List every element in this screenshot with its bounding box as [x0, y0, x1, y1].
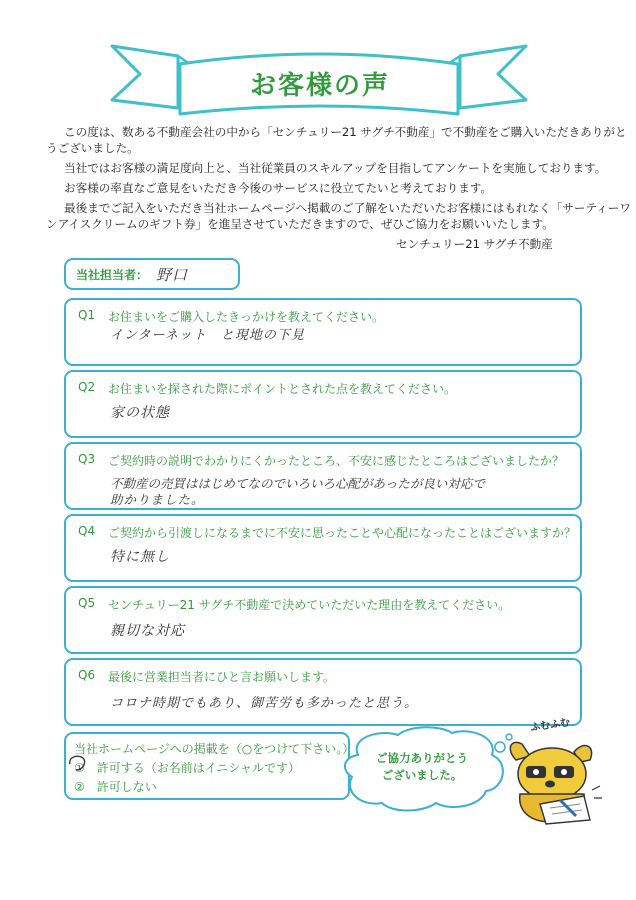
question-text: お住まいを探された際にポイントとされた点を教えてください。	[108, 382, 457, 396]
question-box-q1	[64, 298, 582, 366]
intro-line: ンアイスクリームのギフト券」を進呈させていただきますので、ぜひご協力をお願いいたします。	[46, 217, 554, 231]
answer-text: 不動産の売買ははじめてなのでいろいろ心配があったが良い対応で	[110, 476, 485, 491]
publish-permission-box	[64, 732, 355, 800]
company-signature: センチュリー21 サグチ不動産	[396, 237, 553, 251]
question-number: Q4	[78, 524, 96, 538]
answer-text: コロナ時期でもあり、御苦労も多かったと思う。	[110, 696, 419, 711]
mascot-illustration	[496, 730, 606, 825]
answer-text: インターネット と現地の下見	[110, 328, 305, 343]
intro-line: お客様の率直なご意見をいただき今後のサービスに役立てたいと考えております。	[64, 181, 493, 195]
publish-option-deny[interactable]: ② 許可しない	[74, 780, 157, 794]
thanks-line-2: ございました。	[381, 768, 463, 782]
thanks-line-1: ご協力ありがとう	[376, 751, 468, 765]
question-number: Q3	[78, 452, 96, 466]
question-text: センチュリー21 サグチ不動産で決めていただいた理由を教えてください。	[108, 598, 511, 612]
staff-name: 野口	[156, 266, 189, 284]
publish-title: 当社ホームページへの掲載を（○をつけて下さい。）	[74, 742, 355, 756]
question-box-q4	[64, 514, 582, 582]
question-number: Q5	[78, 596, 96, 610]
answer-text: 親切な対応	[110, 623, 185, 639]
answer-text: 特に無し	[110, 549, 170, 565]
question-text: お住まいをご購入したきっかけを教えてください。	[108, 310, 385, 324]
intro-line: うございました。	[46, 141, 139, 155]
question-box-q5	[64, 586, 582, 654]
answer-text: 助かりました。	[110, 492, 205, 507]
page-title: お客様の声	[249, 71, 390, 101]
intro-line: 最後までご記入をいただき当社ホームページへ掲載のご了解をいただいたお客様にはもれなく「サーティーワ	[64, 201, 631, 215]
question-number: Q1	[78, 308, 96, 322]
staff-box	[64, 258, 240, 290]
question-box-q6	[64, 658, 582, 726]
question-box-q3	[64, 442, 582, 510]
question-number: Q6	[78, 668, 96, 682]
mascot-caption: ふむふむ	[529, 717, 571, 734]
question-text: ご契約から引渡しになるまでに不安に思ったことや心配になったことはございますか？	[108, 526, 577, 540]
title-ribbon	[0, 0, 636, 120]
publish-option-allow[interactable]: ① 許可する（お名前はイニシャルです）	[74, 761, 301, 775]
intro-line: 当社ではお客様の満足度向上と、当社従業員のスキルアップを目指してアンケートを実施しております。	[64, 161, 607, 175]
question-text: 最後に営業担当者にひと言お願いします。	[108, 670, 336, 684]
selection-circle-mark	[66, 752, 88, 774]
answer-text: 家の状態	[110, 405, 170, 421]
question-number: Q2	[78, 380, 96, 394]
question-box-q2	[64, 370, 582, 438]
question-text: ご契約時の説明でわかりにくかったところ、不安に感じたところはございましたか？	[108, 454, 565, 468]
staff-label: 当社担当者：	[76, 268, 149, 282]
intro-line: この度は、数ある不動産会社の中から「センチュリー21 サグチ不動産」で不動産をご購入いただきありがと	[64, 125, 627, 139]
